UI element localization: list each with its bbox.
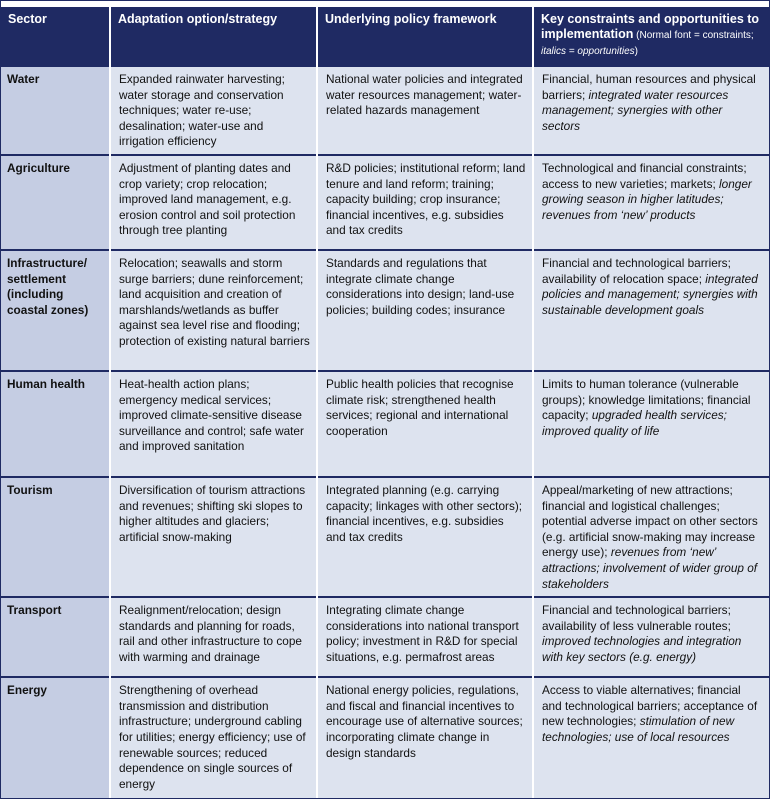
note-part-a: (Normal font = constraints; — [633, 30, 754, 41]
opportunities-text: upgraded health services; improved quality of life — [542, 408, 727, 438]
opportunities-text: longer growing season in higher latitudes; revenues from ‘new’ products — [542, 176, 752, 222]
opportunities-text: improved technologies and integration with key sectors (e.g. energy) — [542, 634, 742, 664]
constraints-cell — [533, 66, 769, 155]
table-row — [1, 677, 769, 799]
adaptation-cell: Adjustment of planting dates and crop variety; crop relocation; improved land management, e.g. erosion control and soil protection through tree planting — [110, 155, 317, 250]
sector-cell: Water — [1, 66, 110, 155]
adaptation-cell: Relocation; seawalls and storm surge barriers; dune reinforcement; land acquisition and creation of marshlands/wetlands as buffer against sea level rise and flooding; protection of existing natural barriers — [110, 250, 317, 371]
constraints-cell — [533, 371, 769, 477]
policy-cell: Public health policies that recognise climate risk; strengthened health services; regional and international cooperation — [317, 371, 533, 477]
adaptation-table — [1, 7, 769, 799]
policy-cell: Standards and regulations that integrate climate change considerations into design; land-use policies; building codes; insurance — [317, 250, 533, 371]
constraints-cell — [533, 250, 769, 371]
opportunities-text: stimulation of new technologies; use of local resources — [542, 714, 735, 744]
header-sector: Sector — [1, 7, 110, 66]
policy-cell: National energy policies, regulations, and fiscal and financial incentives to encourage use of alternative sources; incorporating climate change in design standards — [317, 677, 533, 799]
opportunities-text: integrated policies and management; synergies with sustainable development goals — [542, 271, 758, 317]
note-part-b: italics = opportunities — [541, 46, 635, 57]
header-constraints-main: Key constraints and opportunities to implementation — [541, 12, 760, 41]
table-row — [1, 371, 769, 477]
constraints-text: Access to viable alternatives; financial and technological barriers; acceptance of new technologies; — [542, 683, 758, 729]
adaptation-cell: Heat-health action plans; emergency medical services; improved climate-sensitive disease surveillance and control; safe water and improved sanitation — [110, 371, 317, 477]
constraints-cell — [533, 155, 769, 250]
sector-cell: Human health — [1, 371, 110, 477]
constraints-text: Financial and technological barriers; availability of relocation space; — [542, 255, 731, 286]
header-adaptation: Adaptation option/strategy — [110, 7, 317, 66]
policy-cell: Integrated planning (e.g. carrying capacity; linkages with other sectors); financial incentives, e.g. subsidies and tax credits — [317, 477, 533, 597]
table-row — [1, 250, 769, 371]
sector-cell: Transport — [1, 597, 110, 677]
policy-cell: National water policies and integrated water resources management; water-related hazards management — [317, 66, 533, 155]
adaptation-cell: Expanded rainwater harvesting; water storage and conservation techniques; water re-use; desalination; water-use and irrigation efficiency — [110, 66, 317, 155]
constraints-text: Limits to human tolerance (vulnerable groups); knowledge limitations; financial capacity; — [542, 376, 751, 423]
constraints-text: Financial and technological barriers; availability of less vulnerable routes; — [542, 603, 731, 633]
table-row — [1, 66, 769, 155]
sector-cell: Infrastructure/ settlement (including coastal zones) — [1, 250, 110, 371]
table-row — [1, 597, 769, 677]
sector-cell: Tourism — [1, 477, 110, 597]
constraints-text: Technological and financial constraints; access to new varieties; markets; — [542, 160, 747, 191]
constraints-text: Financial, human resources and physical barriers; — [542, 72, 756, 102]
policy-cell: R&D policies; institutional reform; land tenure and land reform; training; capacity building; crop insurance; financial incentives, e.g. subsidies and tax credits — [317, 155, 533, 250]
constraints-text: Appeal/marketing of new attractions; financial and logistical challenges; potential adverse impact on other sectors (e.g. artificial snow-making may increase energy use); — [542, 482, 758, 560]
header-row — [1, 7, 769, 66]
opportunities-text: revenues from ‘new’ attractions; involvement of wider group of stakeholders — [542, 545, 758, 591]
opportunities-text: integrated water resources management; synergies with other sectors — [542, 87, 729, 133]
adaptation-cell: Diversification of tourism attractions and revenues; shifting ski slopes to higher altitudes and glaciers; artificial snow-making — [110, 477, 317, 597]
table-row — [1, 155, 769, 250]
constraints-cell — [533, 597, 769, 677]
header-constraints — [533, 7, 769, 66]
sector-cell: Energy — [1, 677, 110, 799]
header-policy: Underlying policy framework — [317, 7, 533, 66]
note-part-c: ) — [634, 46, 639, 57]
policy-cell: Integrating climate change considerations into national transport policy; investment in R&D for special situations, e.g. permafrost areas — [317, 597, 533, 677]
table-row — [1, 477, 769, 597]
adaptation-cell: Realignment/relocation; design standards and planning for roads, rail and other infrastructure to cope with warming and drainage — [110, 597, 317, 677]
adaptation-cell: Strengthening of overhead transmission and distribution infrastructure; underground cabling for utilities; energy efficiency; use of renewable sources; reduced dependence on single sources of energy — [110, 677, 317, 799]
sector-cell: Agriculture — [1, 155, 110, 250]
constraints-cell — [533, 677, 769, 799]
constraints-cell — [533, 477, 769, 597]
